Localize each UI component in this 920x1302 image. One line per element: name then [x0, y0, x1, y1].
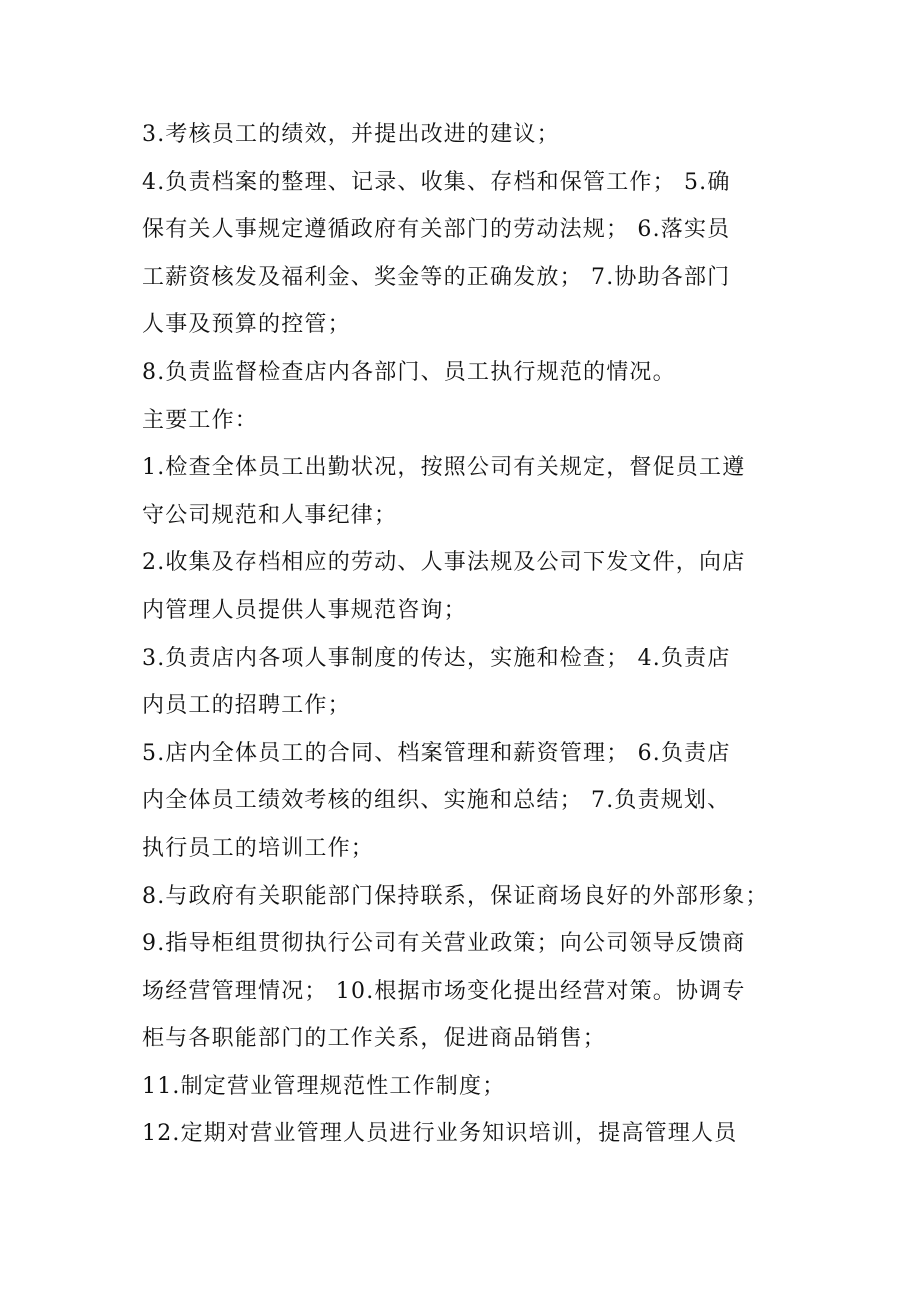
text-line: 3.负责店内各项人事制度的传达，实施和检查； 4.负责店 [142, 645, 731, 671]
text-line: 柜与各职能部门的工作关系，促进商品销售； [142, 1026, 607, 1052]
text-line: 3.考核员工的绩效，并提出改进的建议； [142, 122, 560, 147]
text-line: 8.负责监督检查店内各部门、员工执行规范的情况。 [142, 359, 676, 385]
text-line: 12.定期对营业管理人员进行业务知识培训，提高管理人员 [142, 1121, 738, 1147]
text-line: 人事及预算的控管； [142, 312, 351, 338]
text-line: 8.与政府有关职能部门保持联系，保证商场良好的外部形象； [142, 883, 769, 909]
document-body [142, 111, 782, 1158]
text-line: 2.收集及存档相应的劳动、人事法规及公司下发文件，向店 [142, 550, 746, 576]
text-line: 执行员工的培训工作； [142, 835, 375, 861]
text-line: 场经营管理情况； 10.根据市场变化提出经营对策。协调专 [142, 978, 746, 1004]
text-line: 工薪资核发及福利金、奖金等的正确发放； 7.协助各部门 [142, 264, 731, 290]
text-line: 守公司规范和人事纪律； [142, 502, 398, 528]
text-line: 内全体员工绩效考核的组织、实施和总结； 7.负责规划、 [142, 788, 731, 814]
text-line: 11.制定营业管理规范性工作制度； [142, 1073, 506, 1099]
text-line: 5.店内全体员工的合同、档案管理和薪资管理； 6.负责店 [142, 740, 731, 766]
text-line: 1.检查全体员工出勤状况，按照公司有关规定，督促员工遵 [142, 455, 746, 481]
text-line: 保有关人事规定遵循政府有关部门的劳动法规； 6.落实员 [142, 217, 731, 243]
text-line: 4.负责档案的整理、记录、收集、存档和保管工作； 5.确 [142, 169, 731, 195]
text-line: 内员工的招聘工作； [142, 693, 351, 719]
section-heading: 主要工作： [142, 407, 259, 433]
text-line: 内管理人员提供人事规范咨询； [142, 597, 467, 623]
text-line: 9.指导柜组贯彻执行公司有关营业政策；向公司领导反馈商 [142, 931, 746, 957]
